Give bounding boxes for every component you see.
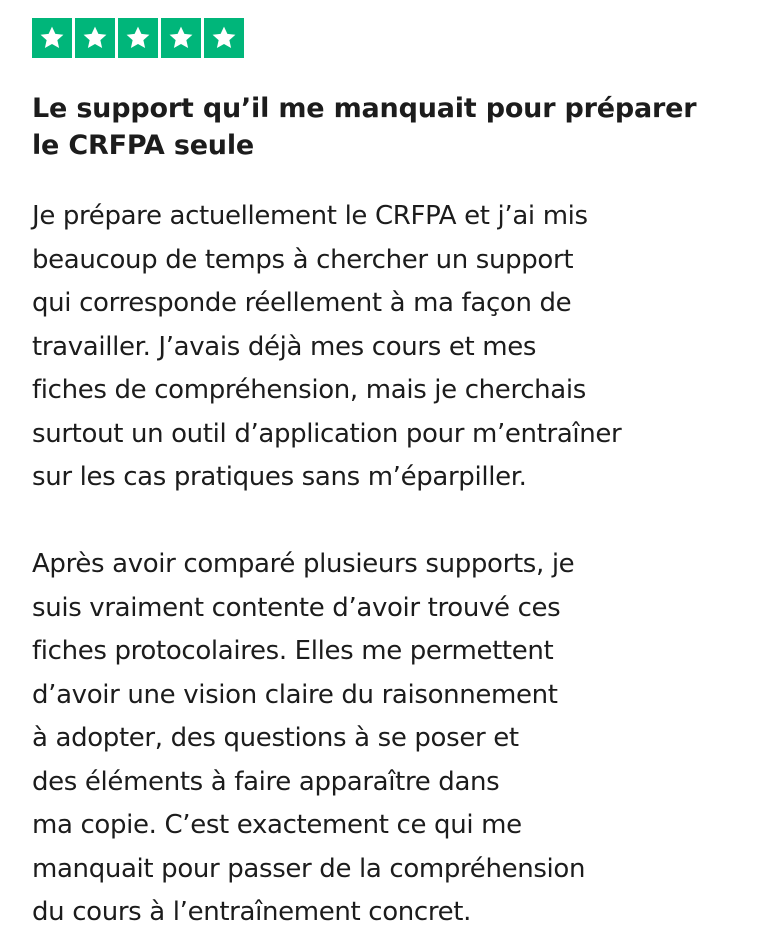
review-text-line: qui corresponde réellement à ma façon de [32, 288, 572, 318]
review-paragraph [32, 543, 742, 935]
star-icon [210, 24, 238, 52]
review-text-line: fiches protocolaires. Elles me permettent [32, 636, 554, 666]
review-text-line: d’avoir une vision claire du raisonnement [32, 679, 558, 710]
review-text-line: des éléments à faire apparaître dans [32, 766, 500, 797]
review-text-line: sur les cas pratiques sans m’éparpiller. [32, 462, 527, 492]
review-text-line: fiches de compréhension, mais je cherchais [32, 375, 586, 405]
review-title [32, 90, 742, 164]
star-5 [204, 18, 244, 58]
review-text-line: travailler. J’avais déjà mes cours et mes [32, 331, 537, 362]
review-text-line: Je prépare actuellement le CRFPA et j’ai mis [32, 201, 588, 231]
review-text-line: ma copie. C’est exactement ce qui me [32, 810, 522, 840]
review-text-line: du cours à l’entraînement concret. [32, 897, 472, 927]
review-text-line: suis vraiment contente d’avoir trouvé ces [32, 592, 561, 623]
review-title-line: le CRFPA seule [32, 130, 254, 161]
star-icon [81, 24, 109, 52]
star-1 [32, 18, 72, 58]
star-icon [38, 24, 66, 52]
star-icon [124, 24, 152, 52]
review-text-line: à adopter, des questions à se poser et [32, 723, 519, 753]
star-icon [167, 24, 195, 52]
review-text-line: beaucoup de temps à chercher un support [32, 244, 574, 275]
star-4 [161, 18, 201, 58]
review-text-line: Après avoir comparé plusieurs supports, je [32, 549, 575, 579]
review-text-line: surtout un outil d’application pour m’entraîner [32, 418, 622, 449]
star-2 [75, 18, 115, 58]
review-body [32, 195, 742, 935]
review-text-line: manquait pour passer de la compréhension [32, 853, 586, 884]
star-rating [32, 18, 742, 58]
star-3 [118, 18, 158, 58]
review-title-line: Le support qu’il me manquait pour préparer [32, 93, 697, 124]
review-card [32, 18, 742, 935]
review-paragraph [32, 195, 742, 500]
